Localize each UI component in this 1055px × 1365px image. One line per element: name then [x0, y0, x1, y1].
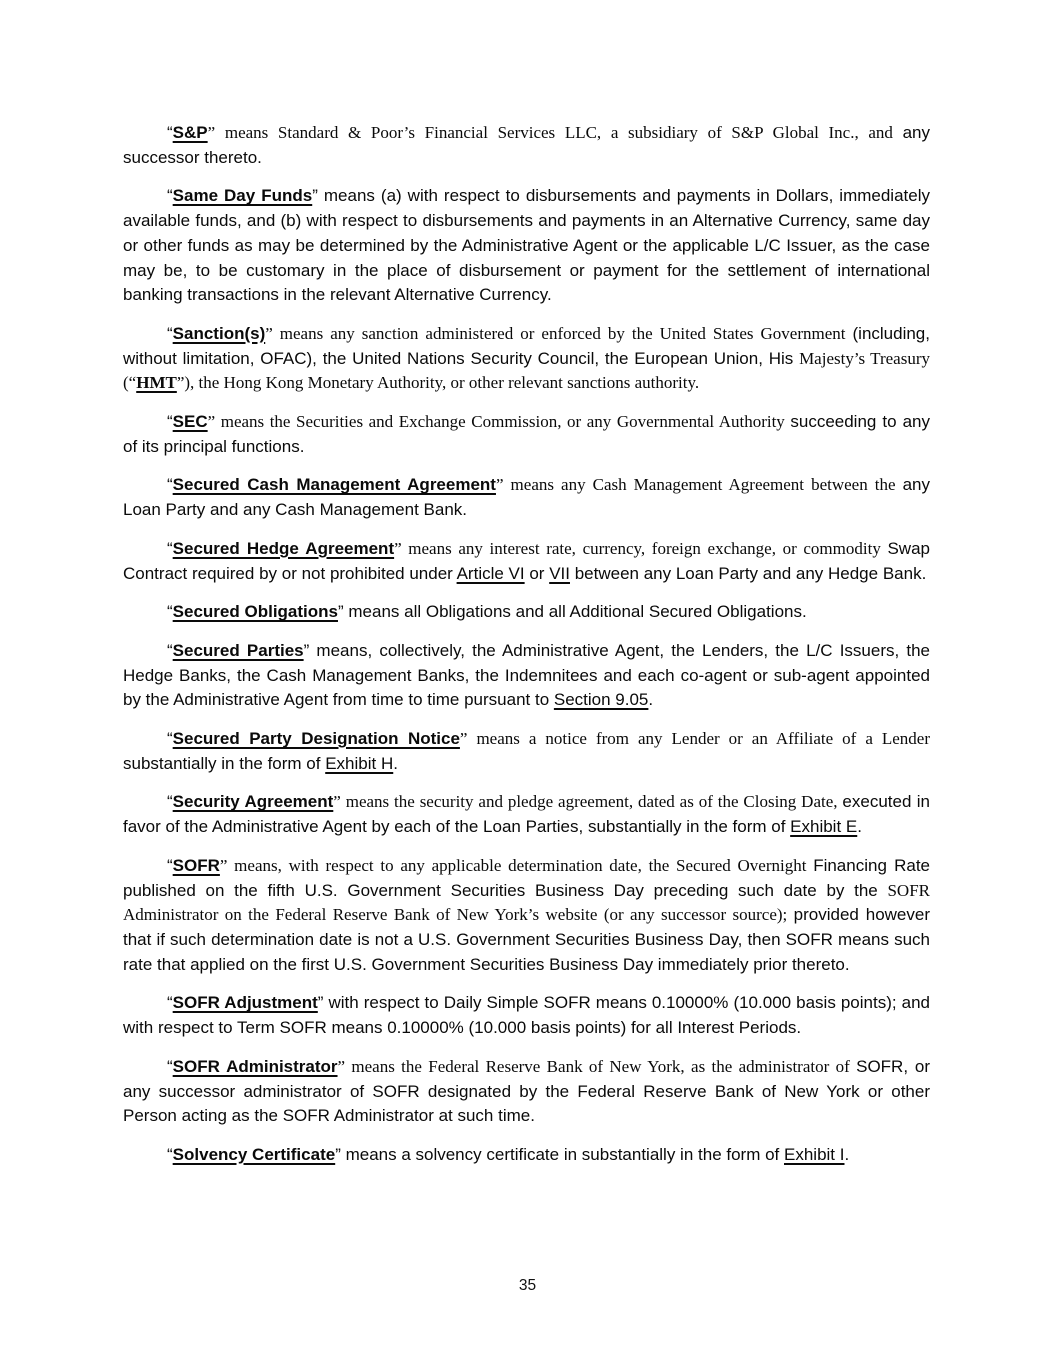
- definition-sofr: [123, 854, 930, 978]
- document-body: [123, 121, 930, 1182]
- text-run: any Loan Party and any Cash Management Bank.: [123, 475, 930, 520]
- text-run: “: [167, 123, 173, 142]
- text-run: ” means any Cash Management Agreement between the: [495, 475, 903, 495]
- defined-term: S&P: [172, 123, 208, 142]
- defined-term: Secured Cash Management Agreement: [172, 475, 496, 495]
- text-run: ” means a notice from any Lender or an Affiliate of a Lender: [459, 729, 930, 749]
- text-run: ” means (a) with respect to disbursements and payments in Dollars, immediately available funds, and (b) with respect to disbursements and payments in an Alternative Currency, same day or other funds as may be determined by the Administrative Agent or the applicable L/C Issuer, as the case may be, to be customary in the place of disbursement or payment for the settlement of international banking transactions in the relevant Alternative Currency.: [123, 186, 930, 305]
- text-run: “: [167, 729, 173, 749]
- text-run: ” means Standard & Poor’s Financial Services LLC, a subsidiary of S&P Global Inc., and: [207, 123, 903, 142]
- defined-term: SOFR: [172, 855, 220, 875]
- text-run: “: [167, 538, 173, 558]
- text-run: .: [648, 690, 654, 710]
- text-run: between any Loan Party and any Hedge Bank.: [569, 563, 927, 583]
- defined-term: Sanction(s): [172, 323, 266, 343]
- definition-sec: [123, 410, 930, 459]
- text-run: .: [857, 817, 862, 837]
- text-run: “: [167, 1056, 173, 1076]
- text-run: any successor thereto.: [123, 123, 930, 167]
- text-run: “: [167, 792, 173, 812]
- definition-secured-party-designation-notice: [123, 727, 930, 776]
- page-number: 35: [518, 1277, 537, 1294]
- text-run: substantially in the form of: [123, 753, 326, 773]
- text-run: .: [844, 1144, 850, 1164]
- defined-term: Security Agreement: [172, 792, 334, 812]
- definition-secured-parties: [123, 639, 930, 713]
- text-run: “: [167, 186, 173, 206]
- defined-term: Solvency Certificate: [172, 1144, 336, 1164]
- cross-reference: Exhibit H: [325, 753, 394, 773]
- defined-term: SEC: [172, 412, 208, 432]
- text-run: “: [167, 602, 173, 622]
- text-run: .: [393, 753, 398, 773]
- cross-reference: Exhibit I: [784, 1144, 845, 1164]
- definition-secured-cash-management-agreement: [123, 473, 930, 522]
- text-run: Financing Rate published on the fifth U.S. Government Securities Business Day preceding such date by the: [123, 855, 931, 900]
- text-run: “: [167, 855, 173, 875]
- defined-term: HMT: [136, 373, 177, 393]
- text-run: “: [167, 640, 173, 660]
- defined-term: SOFR Adjustment: [172, 993, 318, 1013]
- text-run: ” means the security and pledge agreement, dated as of the Closing Date,: [333, 792, 843, 812]
- text-run: “: [167, 475, 173, 495]
- text-run: Swap Contract required by or not prohibited under: [123, 538, 930, 583]
- text-run: or: [524, 563, 550, 583]
- text-run: ” means the Securities and Exchange Commission, or any Governmental Authority: [207, 412, 791, 432]
- text-run: (including, without limitation, OFAC), the United Nations Security Council, the European Union, His: [123, 323, 930, 368]
- defined-term: Secured Party Designation Notice: [172, 729, 460, 749]
- text-run: ” with respect to Daily Simple SOFR means 0.10000% (10.000 basis points); and with respect to Term SOFR means 0.10000% (10.000 basis points) for all Interest Periods.: [123, 993, 930, 1038]
- definition-secured-obligations: [123, 600, 930, 625]
- definition-solvency-certificate: [123, 1143, 930, 1168]
- definition-s-and-p: [123, 121, 930, 170]
- text-run: “: [167, 412, 173, 432]
- defined-term: SOFR Administrator: [172, 1056, 338, 1076]
- definition-sofr-adjustment: [123, 991, 930, 1040]
- text-run: ” means all Obligations and all Additional Secured Obligations.: [337, 602, 807, 622]
- definition-sanctions: [123, 322, 930, 396]
- cross-reference: Section 9.05: [553, 690, 649, 710]
- definition-sofr-administrator: [123, 1055, 930, 1129]
- text-run: “: [167, 323, 173, 343]
- text-run: ” means a solvency certificate in substantially in the form of: [335, 1144, 784, 1164]
- text-run: ” means, collectively, the Administrative Agent, the Lenders, the L/C Issuers, the Hedge Banks, the Cash Management Banks, the Indemnitees and each co-agent or sub-agent appointed by the Administrative Agent from time to time pursuant to: [123, 640, 930, 710]
- text-run: SOFR, or any successor administrator of SOFR designated by the Federal Reserve Bank of New York or other Person acting as the SOFR Administrator at such time.: [123, 1056, 930, 1126]
- cross-reference: Exhibit E: [790, 817, 858, 837]
- text-run: executed in favor of the Administrative Agent by each of the Loan Parties, substantially in the form of: [123, 792, 931, 837]
- defined-term: Secured Obligations: [172, 602, 338, 622]
- defined-term: Secured Hedge Agreement: [172, 538, 395, 558]
- definition-same-day-funds: [123, 184, 930, 308]
- text-run: ” means the Federal Reserve Bank of New York, as the administrator of: [337, 1056, 857, 1076]
- text-run: “: [167, 993, 173, 1013]
- text-run: succeeding to any of its principal functions.: [123, 412, 930, 456]
- text-run: SOFR Administrator on the Federal Reserve Bank of New York’s website (or any successor source);: [123, 880, 930, 925]
- definition-secured-hedge-agreement: [123, 537, 930, 586]
- cross-reference: Article VI: [456, 563, 525, 583]
- text-run: Majesty’s Treasury (“: [123, 348, 930, 393]
- cross-reference: VII: [549, 563, 570, 583]
- defined-term: Same Day Funds: [172, 186, 313, 206]
- text-run: ” means any interest rate, currency, foreign exchange, or commodity: [394, 538, 888, 558]
- text-run: ” means any sanction administered or enforced by the United States Government: [265, 323, 853, 343]
- text-run: ” means, with respect to any applicable determination date, the Secured Overnight: [219, 855, 814, 875]
- text-run: provided however that if such determination date is not a U.S. Government Securities Business Day, then SOFR means such rate that applied on the first U.S. Government Securities Business Day immediately prior thereto.: [123, 905, 930, 974]
- definition-security-agreement: [123, 790, 930, 839]
- text-run: “: [167, 1144, 173, 1164]
- defined-term: Secured Parties: [172, 640, 304, 660]
- text-run: ”), the Hong Kong Monetary Authority, or other relevant sanctions authority.: [176, 373, 700, 393]
